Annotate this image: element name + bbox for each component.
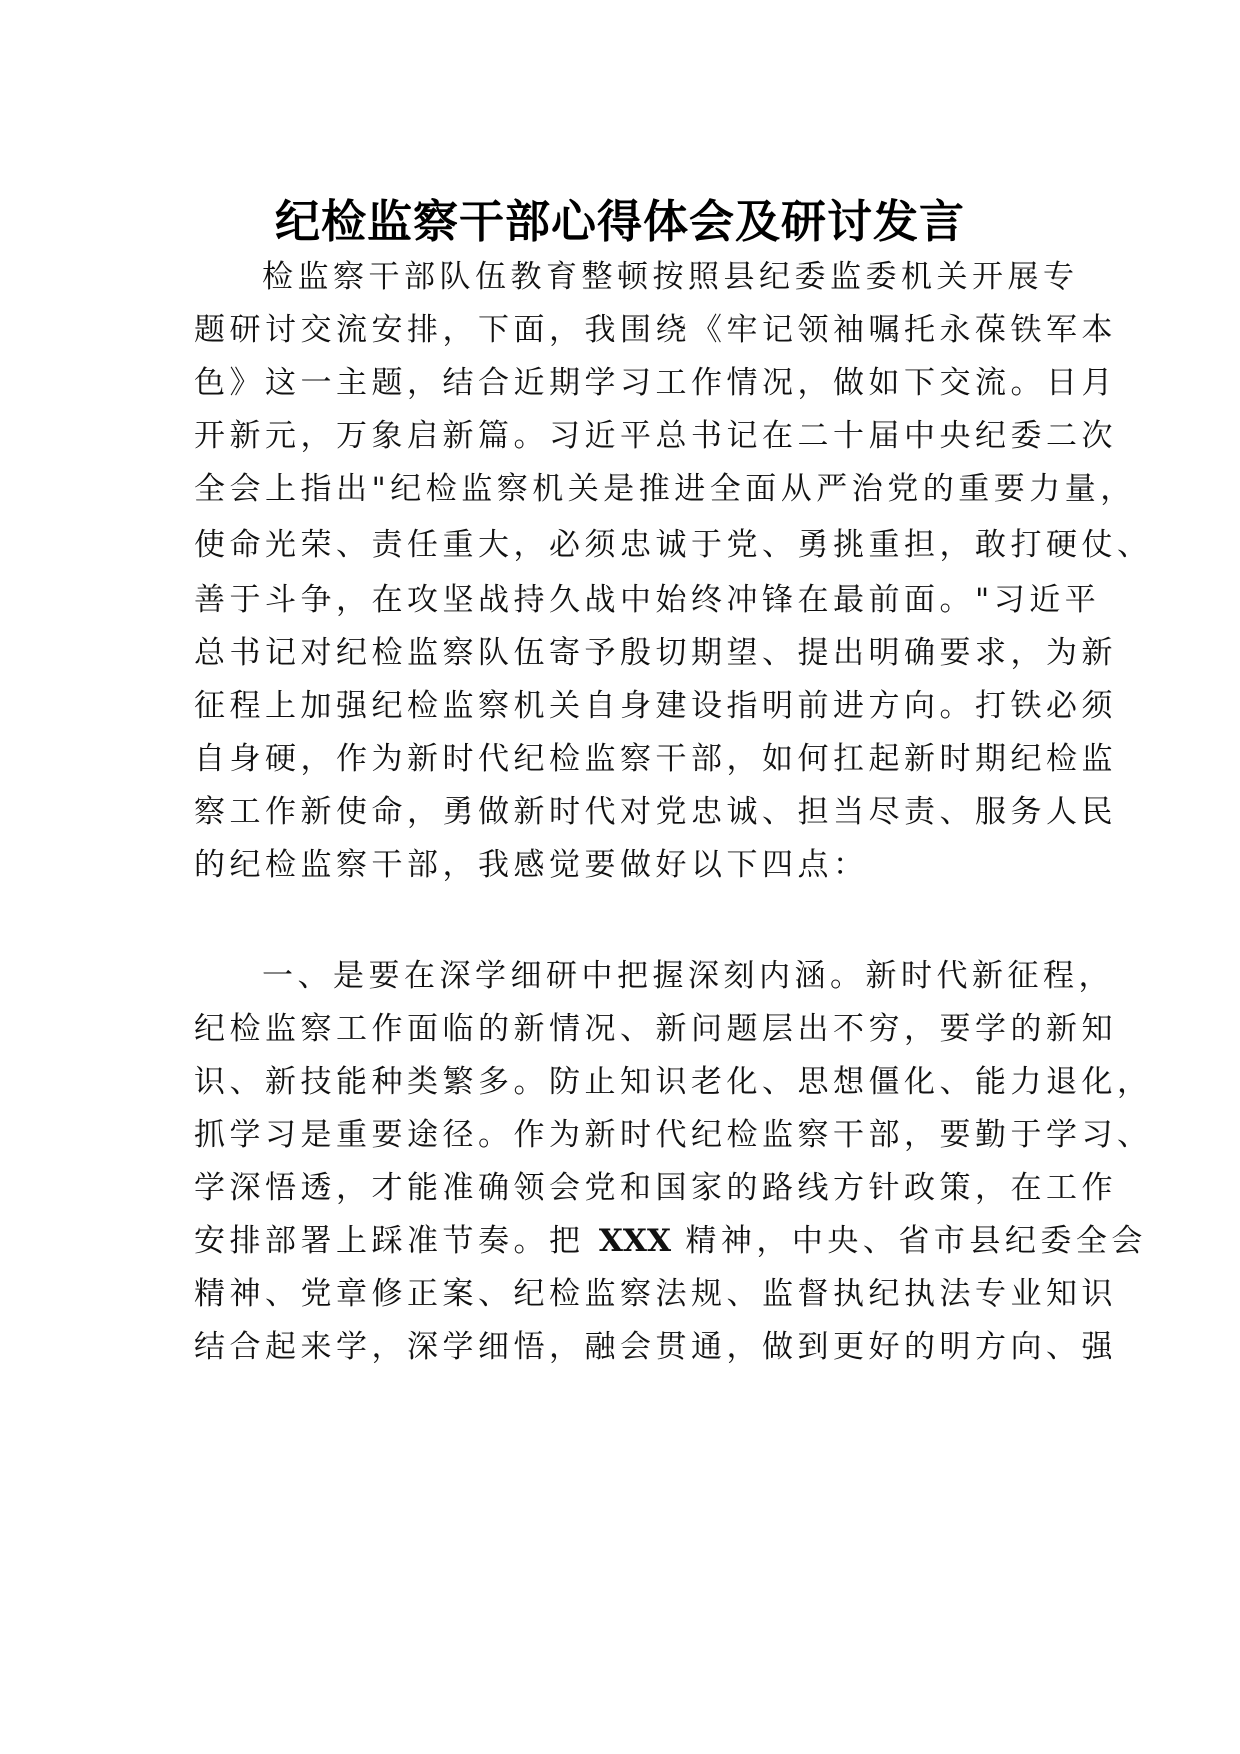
text-line: 色》这一主题，结合近期学习工作情况，做如下交流。日月 [194, 365, 1117, 401]
paragraph-point-one [194, 950, 1153, 1374]
text-line: 自身硬，作为新时代纪检监察干部，如何扛起新时期纪检监 [194, 741, 1117, 777]
text-line: 检监察干部队伍教育整顿按照县纪委监委机关开展专 [262, 259, 1079, 295]
document-title: 纪检监察干部心得体会及研讨发言 [274, 195, 965, 248]
text-line [194, 1215, 1147, 1268]
text-line: 纪检监察工作面临的新情况、新问题层出不穷，要学的新知 [194, 1011, 1117, 1047]
text-line: 精神、党章修正案、纪检监察法规、监督执纪执法专业知识 [194, 1276, 1117, 1312]
text-line: 开新元，万象启新篇。习近平总书记在二十届中央纪委二次 [194, 418, 1117, 454]
text-segment: 安排部署上踩准节奏。把 [194, 1223, 585, 1259]
text-line: 使命光荣、责任重大，必须忠诚于党、勇挑重担，敢打硬仗、 [194, 527, 1153, 563]
text-segment: 精神，中央、省市县纪委全会 [685, 1223, 1147, 1259]
text-line: 题研讨交流安排，下面，我围绕《牢记领袖嘱托永葆铁军本 [194, 312, 1117, 348]
paragraph-intro [194, 251, 1153, 892]
text-line: 识、新技能种类繁多。防止知识老化、思想僵化、能力退化， [194, 1064, 1153, 1100]
text-line: 抓学习是重要途径。作为新时代纪检监察干部，要勤于学习、 [194, 1117, 1153, 1153]
text-line: 的纪检监察干部，我感觉要做好以下四点： [194, 847, 869, 883]
text-line: 学深悟透，才能准确领会党和国家的路线方针政策，在工作 [194, 1170, 1117, 1206]
text-line: 征程上加强纪检监察机关自身建设指明前进方向。打铁必须 [194, 688, 1117, 724]
text-line: 结合起来学，深学细悟，融会贯通，做到更好的明方向、强 [194, 1329, 1117, 1365]
text-line: 善于斗争，在攻坚战持久战中始终冲锋在最前面。"习近平 [194, 582, 1101, 618]
text-line: 一、是要在深学细研中把握深刻内涵。新时代新征程， [262, 958, 1114, 994]
placeholder-xxx: XXX [598, 1223, 672, 1259]
text-line: 总书记对纪检监察队伍寄予殷切期望、提出明确要求，为新 [194, 635, 1117, 671]
text-line: 全会上指出"纪检监察机关是推进全面从严治党的重要力量， [194, 471, 1136, 507]
text-line: 察工作新使命，勇做新时代对党忠诚、担当尽责、服务人民 [194, 794, 1117, 830]
